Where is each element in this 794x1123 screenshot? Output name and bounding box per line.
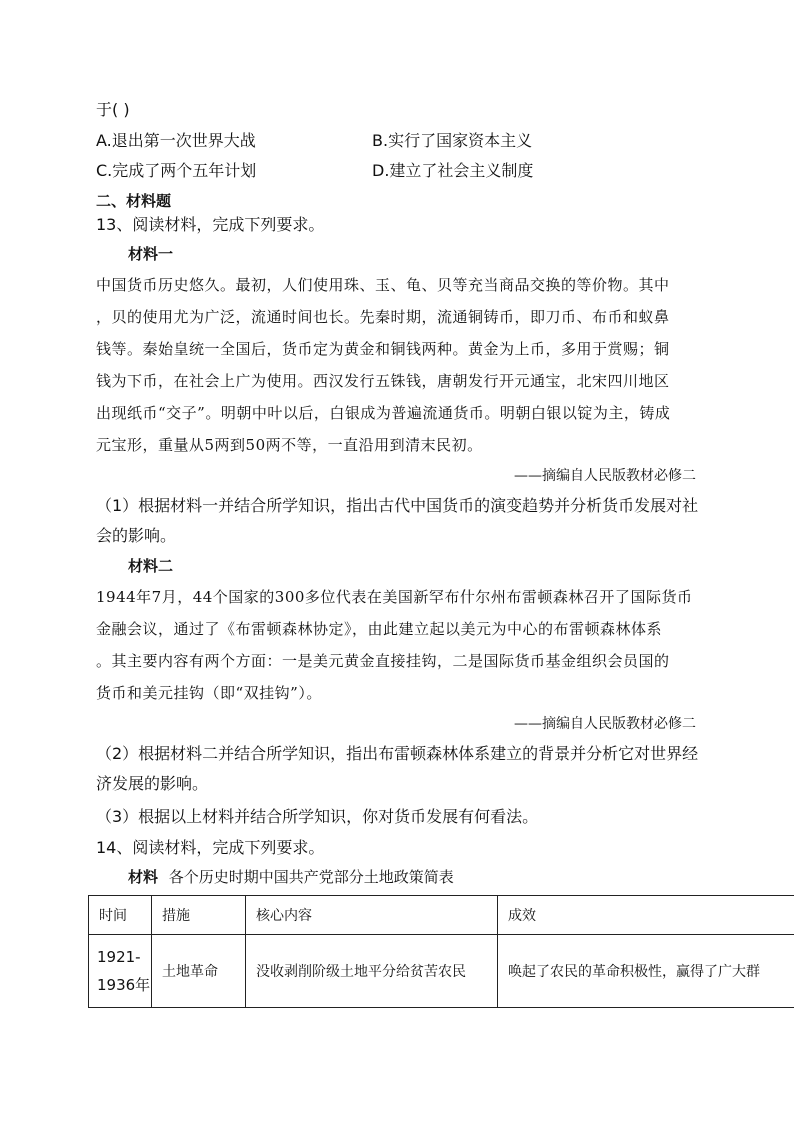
material-1-line: 出现纸币“交子”。明朝中叶以后，白银成为普遍流通货币。明朝白银以锭为主，铸成 xyxy=(96,404,671,422)
material-2-line: 1944年7月，44个国家的300多位代表在美国新罕布什尔州布雷顿森林召开了国际货币 xyxy=(96,588,693,606)
material-2-title: 材料二 xyxy=(128,557,174,575)
option-b: B.实行了国家资本主义 xyxy=(372,131,533,150)
cell-content: 没收剥削阶级土地平分给贫苦农民 xyxy=(246,935,498,1008)
option-c: C.完成了两个五年计划 xyxy=(96,161,257,180)
table-caption xyxy=(128,866,454,887)
material-2-line: 货币和美元挂钩（即“双挂钩”）。 xyxy=(96,684,322,702)
question-14-stem: 14、阅读材料，完成下列要求。 xyxy=(96,838,325,857)
table-row xyxy=(89,935,794,1008)
cell-measure: 土地革命 xyxy=(152,935,246,1008)
material-2-line: 。其主要内容有两个方面：一是美元黄金直接挂钩，二是国际货币基金组织会员国的 xyxy=(96,652,670,670)
question-12-tail: 于( ) xyxy=(96,100,130,119)
material-1-source: ——摘编自人民版教材必修二 xyxy=(514,468,696,484)
option-a: A.退出第一次世界大战 xyxy=(96,131,256,150)
land-policy-table xyxy=(88,895,794,1008)
material-caption: 各个历史时期中国共产党部分土地政策简表 xyxy=(168,868,454,886)
header-content: 核心内容 xyxy=(246,896,498,935)
material-1-line: 钱为下币，在社会上广为使用。西汉发行五铢钱，唐朝发行开元通宝，北宋四川地区 xyxy=(96,372,670,390)
cell-time-line: 1936年 xyxy=(97,976,151,994)
material-1-line: ，贝的使用尤为广泛，流通时间也长。先秦时期，流通铜铸币，即刀币、布币和蚁鼻 xyxy=(96,308,670,326)
subquestion-1-line: （1）根据材料一并结合所学知识，指出古代中国货币的演变趋势并分析货币发展对社 xyxy=(96,496,699,515)
material-1-line: 元宝形，重量从5两到50两不等，一直沿用到清末民初。 xyxy=(96,436,483,454)
subquestion-3: （3）根据以上材料并结合所学知识，你对货币发展有何看法。 xyxy=(96,807,539,826)
material-1-line: 钱等。秦始皇统一全国后，货币定为黄金和铜钱两种。黄金为上币，多用于赏赐；铜 xyxy=(96,340,670,358)
subquestion-2-line: （2）根据材料二并结合所学知识，指出布雷顿森林体系建立的背景并分析它对世界经 xyxy=(96,744,699,763)
material-2-source: ——摘编自人民版教材必修二 xyxy=(514,716,696,732)
material-1-title: 材料一 xyxy=(128,245,174,263)
option-d: D.建立了社会主义制度 xyxy=(372,161,534,180)
header-time: 时间 xyxy=(89,896,152,935)
material-1-line: 中国货币历史悠久。最初，人们使用珠、玉、龟、贝等充当商品交换的等价物。其中 xyxy=(96,276,670,294)
section-title: 二、材料题 xyxy=(96,192,172,210)
subquestion-2-line: 济发展的影响。 xyxy=(96,774,209,793)
material-2-line: 金融会议，通过了《布雷顿森林协定》，由此建立起以美元为中心的布雷顿森林体系 xyxy=(96,620,663,638)
subquestion-1-line: 会的影响。 xyxy=(96,526,177,545)
cell-time xyxy=(89,935,152,1008)
question-13-stem: 13、阅读材料，完成下列要求。 xyxy=(96,215,325,234)
header-effect: 成效 xyxy=(498,896,794,935)
material-label: 材料 xyxy=(128,868,159,886)
cell-effect: 唤起了农民的革命积极性，赢得了广大群 xyxy=(498,935,794,1008)
table-header-row xyxy=(89,896,794,935)
header-measure: 措施 xyxy=(152,896,246,935)
cell-time-line: 1921- xyxy=(97,948,141,966)
